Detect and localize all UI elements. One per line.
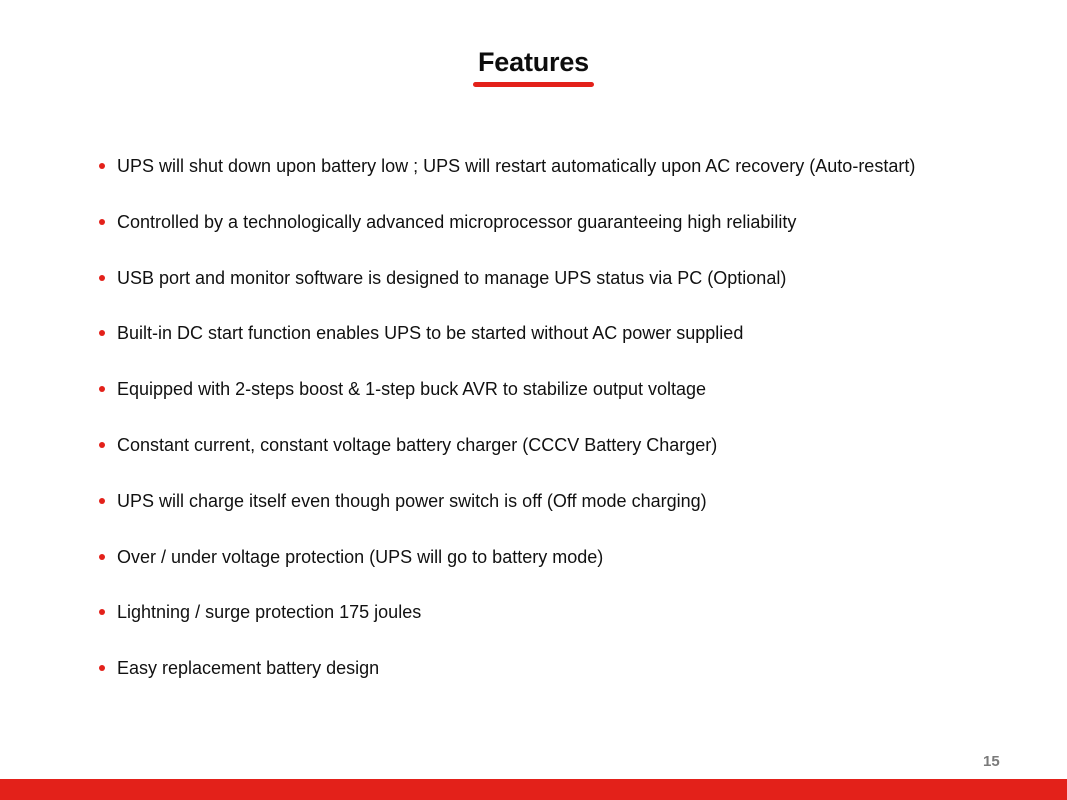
feature-text: USB port and monitor software is designed to manage UPS status via PC (Optional) [117, 267, 787, 288]
feature-item [99, 541, 915, 597]
feature-item [99, 317, 915, 373]
bullet-dot-icon [99, 275, 105, 281]
bullet-dot-icon [99, 498, 105, 504]
footer-bar [0, 779, 1067, 800]
bullet-dot-icon [99, 442, 105, 448]
title-container [0, 44, 1067, 80]
feature-item [99, 596, 915, 652]
bullet-dot-icon [99, 219, 105, 225]
title-underline [473, 82, 594, 87]
feature-item [99, 429, 915, 485]
bullet-dot-icon [99, 163, 105, 169]
feature-item [99, 150, 915, 206]
slide-title: Features [478, 47, 589, 77]
bullet-dot-icon [99, 386, 105, 392]
feature-item [99, 373, 915, 429]
feature-text: Over / under voltage protection (UPS will go to battery mode) [117, 546, 604, 567]
feature-text: UPS will charge itself even though power switch is off (Off mode charging) [117, 490, 707, 511]
bullet-dot-icon [99, 554, 105, 560]
feature-text: Constant current, constant voltage battery charger (CCCV Battery Charger) [117, 434, 718, 455]
page-number: 15 [983, 753, 1000, 770]
feature-text: Built-in DC start function enables UPS to be started without AC power supplied [117, 323, 744, 344]
feature-item [99, 652, 915, 708]
bullet-dot-icon [99, 665, 105, 671]
feature-item [99, 206, 915, 262]
feature-text: Equipped with 2-steps boost & 1-step buck AVR to stabilize output voltage [117, 379, 707, 400]
feature-text: Controlled by a technologically advanced microprocessor guaranteeing high reliability [117, 211, 797, 232]
feature-text: Lightning / surge protection 175 joules [117, 602, 422, 623]
feature-item [99, 262, 915, 318]
bullet-dot-icon [99, 330, 105, 336]
feature-text: Easy replacement battery design [117, 658, 380, 679]
feature-text: UPS will shut down upon battery low ; UPS will restart automatically upon AC recovery (Auto-restart) [117, 156, 916, 176]
feature-list [99, 150, 915, 708]
feature-item [99, 485, 915, 541]
bullet-dot-icon [99, 609, 105, 615]
